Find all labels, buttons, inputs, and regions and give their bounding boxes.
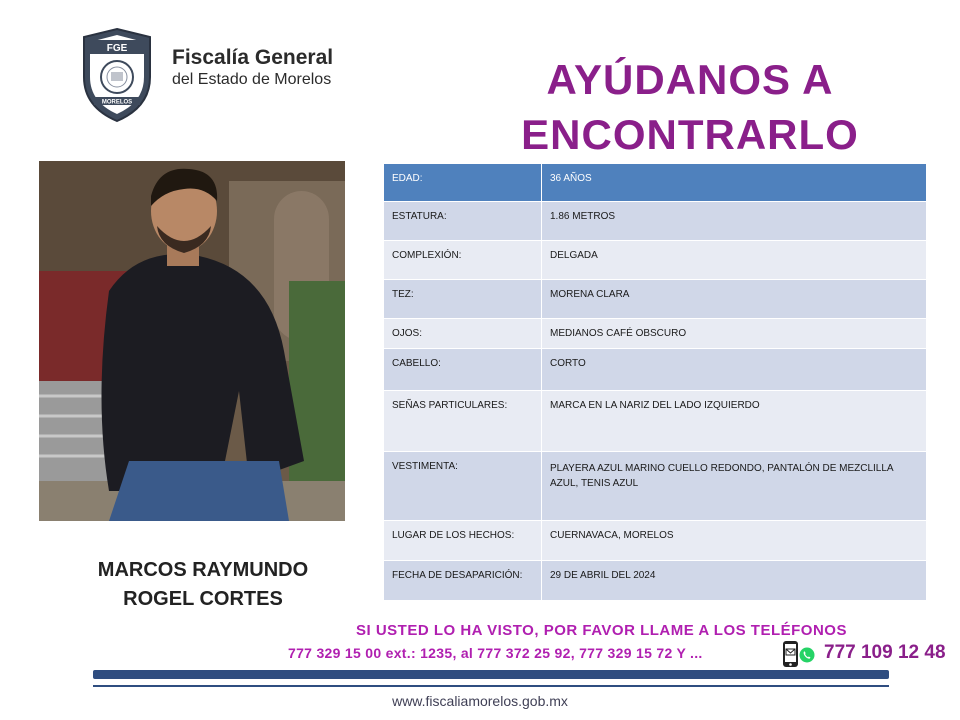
logo-badge-text: FGE [106,43,128,54]
footer-bar-thick [93,670,889,679]
detail-row-complexion [384,280,927,319]
detail-label: VESTIMENTA: [384,452,542,521]
detail-value: MARCA EN LA NARIZ DEL LADO IZQUIERDO [542,391,927,452]
detail-value: PLAYERA AZUL MARINO CUELLO REDONDO, PANTALÓN DE MEZCLILLA AZUL, TENIS AZUL [542,452,927,521]
person-name-line1: MARCOS RAYMUNDO [97,559,309,581]
detail-row-clothing [384,452,927,521]
detail-row-place [384,521,927,561]
detail-row-marks [384,391,927,452]
detail-value: 36 AÑOS [542,164,927,202]
detail-label: OJOS: [384,319,542,349]
detail-row-date [384,561,927,601]
missing-person-photo [39,161,345,521]
detail-label: FECHA DE DESAPARICIÓN: [384,561,542,601]
org-name-line1: Fiscalía General [172,46,334,69]
detail-label: SEÑAS PARTICULARES: [384,391,542,452]
detail-value: CORTO [542,349,927,391]
person-name [40,556,366,614]
detail-label: COMPLEXIÓN: [384,241,542,280]
detail-label: LUGAR DE LOS HECHOS: [384,521,542,561]
whatsapp-number: 777 109 12 48 [824,642,946,663]
headline [470,52,910,162]
detail-label: ESTATURA: [384,202,542,241]
detail-row-height [384,202,927,241]
headline-line2: ENCONTRARLO [521,111,859,158]
organization-name [172,46,333,90]
headline-line1: AYÚDANOS A [546,56,834,103]
website-link[interactable]: www.fiscaliamorelos.gob.mx [392,693,568,709]
detail-value: 1.86 METROS [542,202,927,241]
detail-row-eyes [384,319,927,349]
org-name-line2: del Estado de Morelos [172,71,332,88]
detail-value: DELGADA [542,241,927,280]
call-to-action-phones: 777 329 15 00 ext.: 1235, al 777 372 25 92, 777 329 15 72 Y ... [288,645,703,661]
detail-label: TEZ: [384,280,542,319]
call-to-action-line1: SI USTED LO HA VISTO, POR FAVOR LLAME A LOS TELÉFONOS [356,622,847,639]
whatsapp-icon [799,647,815,663]
fge-shield-logo-icon [80,27,154,123]
detail-value: CUERNAVACA, MORELOS [542,521,927,561]
detail-row-hair [384,349,927,391]
detail-value: MEDIANOS CAFÉ OBSCURO [542,319,927,349]
detail-value: 29 DE ABRIL DEL 2024 [542,561,927,601]
footer-bar-thin [93,685,889,687]
detail-label: CABELLO: [384,349,542,391]
detail-row-build [384,241,927,280]
detail-row-age [384,164,927,202]
person-details-table [383,163,927,601]
detail-value: MORENA CLARA [542,280,927,319]
person-name-line2: ROGEL CORTES [123,588,283,610]
logo-band-text: MORELOS [101,99,133,106]
detail-label: EDAD: [384,164,542,202]
